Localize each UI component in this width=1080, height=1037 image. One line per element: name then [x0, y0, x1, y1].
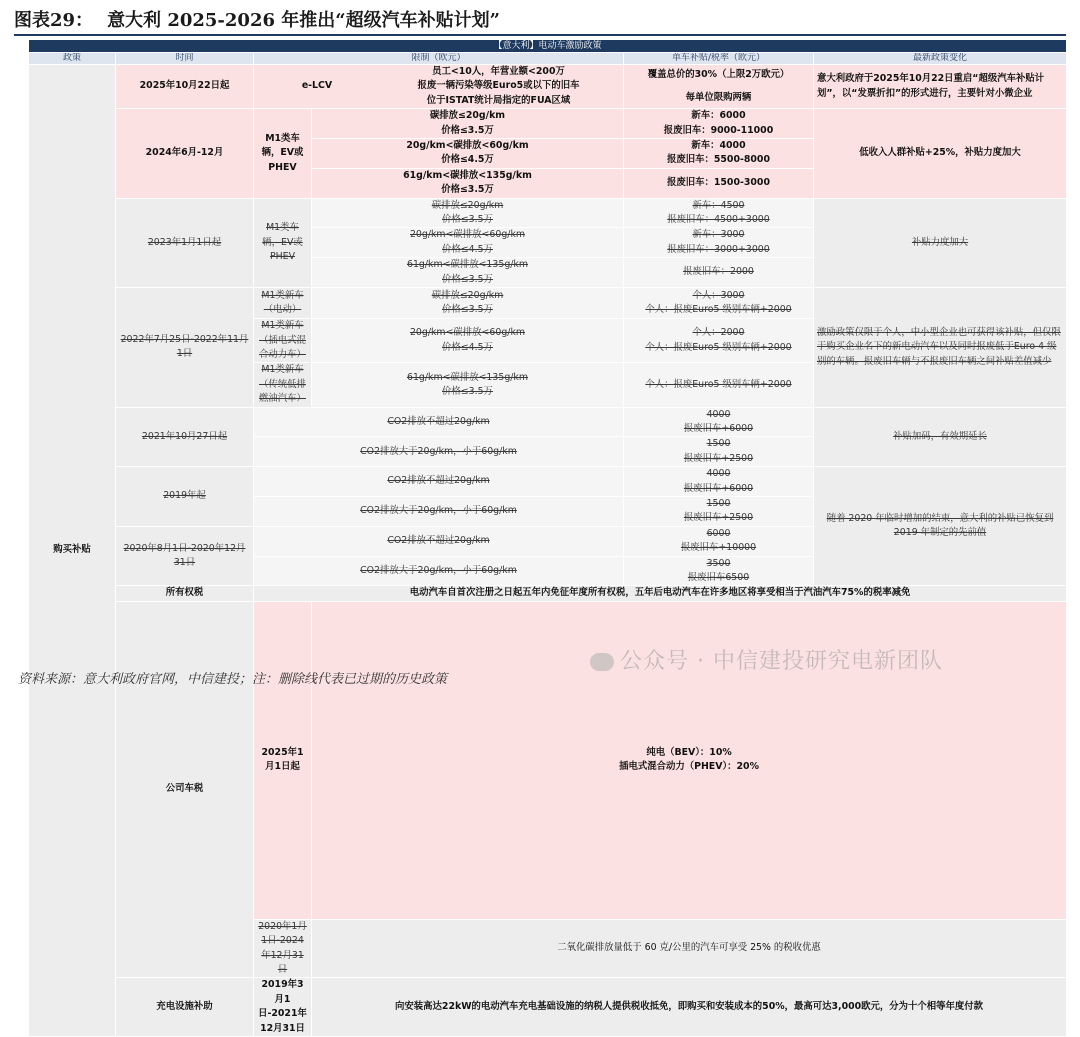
charging-subsidy-text: 向安装高达22kW的电动汽车充电基础设施的纳税人提供税收抵免，即购买和安装成本的50%，最高可达3,000欧元，分为十个相等年度付款 [312, 978, 1067, 1037]
table-caption: 【意大利】电动车激励政策 [29, 40, 1067, 53]
subsidy-cell: 个人：报废Euro5 级别车辆+2000 [624, 363, 814, 407]
subsidy-cell: 4000 报废旧车+6000 [624, 407, 814, 437]
limit-cell: CO2排放不超过20g/km [254, 467, 624, 497]
time-cell: 2020年1月1日-2024年12月31日 [254, 919, 312, 978]
table-row [29, 198, 1067, 228]
subsidy-cell: 新车：3000 报废旧车：3000+3000 [624, 228, 814, 258]
time-cell: 2021年10月27日起 [116, 407, 254, 467]
subsidy-cell: 个人：2000 个人：报废Euro5 级别车辆+2000 [624, 319, 814, 363]
header-subsidy: 单车补贴/税率（欧元） [624, 53, 814, 65]
limit-line: 员工<10人，年营业额<200万 [432, 66, 565, 77]
source-note: 资料来源：意大利政府官网，中信建投；注：删除线代表已过期的历史政策 [18, 672, 448, 687]
subsidy-cell: 报废旧车：2000 [624, 258, 814, 288]
limit-cell: 61g/km<碳排放<135g/km 价格≤3.5万 [312, 363, 624, 407]
figure-title [14, 6, 500, 32]
vehicle-cell: M1类新车（传统低排燃油汽车） [254, 363, 312, 407]
change-cell: 补贴加码，有效期延长 [814, 407, 1067, 467]
limit-cell: 20g/km<碳排放<60g/km 价格≤4.5万 [312, 228, 624, 258]
time-cell: 2022年7月25日-2022年11月1日 [116, 288, 254, 407]
vehicle-cell: M1类新车（电动） [254, 288, 312, 319]
subsidy-cell: 个人：3000 个人：报废Euro5 级别车辆+2000 [624, 288, 814, 319]
figure-title-text: 意大利 2025-2026 年推出“超级汽车补贴计划” [107, 10, 500, 31]
subsidy-cell: 报废旧车：1500-3000 [624, 168, 814, 198]
table-row [29, 586, 1067, 601]
watermark [590, 644, 943, 675]
header-limit: 限制（欧元） [254, 53, 624, 65]
category-purchase-subsidy: 购买补贴 [29, 65, 116, 1037]
time-cell: 2024年6月-12月 [116, 109, 254, 198]
limit-line: 报废一辆污染等级Euro5或以下的旧车 [417, 80, 580, 92]
vehicle-cell: M1类车辆，EV或PHEV [254, 109, 312, 198]
category-ownership-tax: 所有权税 [116, 586, 254, 601]
time-cell: 2019年3月1日-2021年12月31日 [254, 978, 312, 1037]
time-cell: 2025年10月22日起 [116, 65, 254, 109]
title-rule [14, 34, 1066, 36]
limit-cell: 碳排放≤20g/km 价格≤3.5万 [312, 198, 624, 228]
limit-cell [254, 65, 624, 109]
vehicle-cell: M1类新车（插电式混合动力车） [254, 319, 312, 363]
limit-cell: 碳排放≤20g/km 价格≤3.5万 [312, 288, 624, 319]
table-row [29, 467, 1067, 497]
change-cell: 随着 2020 年临时增加的结束，意大利的补贴已恢复到 2019 年制定的先前值 [814, 467, 1067, 586]
table-row [29, 978, 1067, 1037]
header-policy: 政策 [29, 53, 116, 65]
wechat-icon [590, 653, 614, 671]
limit-cell: CO2排放大于20g/km，小于60g/km [254, 437, 624, 467]
header-time: 时间 [116, 53, 254, 65]
subsidy-cell: 新车：4000 报废旧车：5500-8000 [624, 139, 814, 169]
tax-benefit-cell: 二氧化碳排放量低于 60 克/公里的汽车可享受 25% 的税收优惠 [312, 919, 1067, 978]
time-cell: 2023年1月1日起 [116, 198, 254, 287]
subsidy-cell: 新车：6000 报废旧车：9000-11000 [624, 109, 814, 139]
change-cell: 意大利政府于2025年10月22日重启“超级汽车补贴计划”，以“发票折扣”的形式进行，主要针对小微企业 [814, 65, 1067, 109]
figure-label: 图表29： [14, 10, 94, 31]
subsidy-cell: 1500 报废旧车+2500 [624, 437, 814, 467]
header-change: 最新政策变化 [814, 53, 1067, 65]
limit-cell: 61g/km<碳排放<135g/km 价格≤3.5万 [312, 258, 624, 288]
limit-cell: 61g/km<碳排放<135g/km 价格≤3.5万 [312, 168, 624, 198]
limit-cell: CO2排放不超过20g/km [254, 407, 624, 437]
tax-rate-cell: 纯电（BEV）：10% 插电式混合动力（PHEV）：20% [312, 601, 1067, 919]
limit-cell: CO2排放大于20g/km，小于60g/km [254, 556, 624, 586]
limit-line: 位于ISTAT统计局指定的FUA区域 [426, 94, 571, 106]
change-cell: 激励政策仅限于个人，中小型企业也可获得该补贴，但仅限于购买企业名下的新电动汽车以及同时报废低于Euro 4 级别的车辆。报废旧车辆与不报废旧车辆之间补贴差值减少 [814, 288, 1067, 407]
ownership-tax-text: 电动汽车自首次注册之日起五年内免征年度所有权税，五年后电动汽车在许多地区将享受相当于汽油汽车75%的税率减免 [254, 586, 1067, 601]
category-company-car-tax: 公司车税 [116, 601, 254, 978]
vehicle-cell: M1类车辆，EV或PHEV [254, 198, 312, 287]
limit-cell: 20g/km<碳排放<60g/km 价格≤4.5万 [312, 319, 624, 363]
table-row [29, 288, 1067, 319]
subsidy-cell: 6000 报废旧车+10000 [624, 526, 814, 556]
subsidy-cell: 1500 报废旧车+2500 [624, 496, 814, 526]
time-cell: 2020年8月1日-2020年12月31日 [116, 526, 254, 586]
change-cell: 低收入人群补贴+25%，补贴力度加大 [814, 109, 1067, 198]
change-cell: 补贴力度加大 [814, 198, 1067, 287]
watermark-text: 公众号 · 中信建投研究电新团队 [620, 649, 943, 674]
policy-table [28, 39, 1067, 1037]
limit-cell: 碳排放≤20g/km 价格≤3.5万 [312, 109, 624, 139]
subsidy-line: 每单位限购两辆 [685, 91, 752, 103]
time-cell: 2019年起 [116, 467, 254, 527]
subsidy-cell: 4000 报废旧车+6000 [624, 467, 814, 497]
table-row [29, 65, 1067, 109]
subsidy-cell: 新车：4500 报废旧车：4500+3000 [624, 198, 814, 228]
table-row [29, 109, 1067, 139]
subsidy-cell [624, 65, 814, 109]
limit-cell: CO2排放大于20g/km，小于60g/km [254, 496, 624, 526]
limit-cell: 20g/km<碳排放<60g/km 价格≤4.5万 [312, 139, 624, 169]
limit-cell: CO2排放不超过20g/km [254, 526, 624, 556]
category-charging-subsidy: 充电设施补助 [116, 978, 254, 1037]
table-row [29, 407, 1067, 437]
subsidy-cell: 3500 报废旧车6500 [624, 556, 814, 586]
vehicle-cell: e-LCV [301, 80, 333, 92]
time-cell: 2025年1月1日起 [254, 601, 312, 919]
subsidy-line: 覆盖总价的30%（上限2万欧元） [647, 69, 790, 81]
